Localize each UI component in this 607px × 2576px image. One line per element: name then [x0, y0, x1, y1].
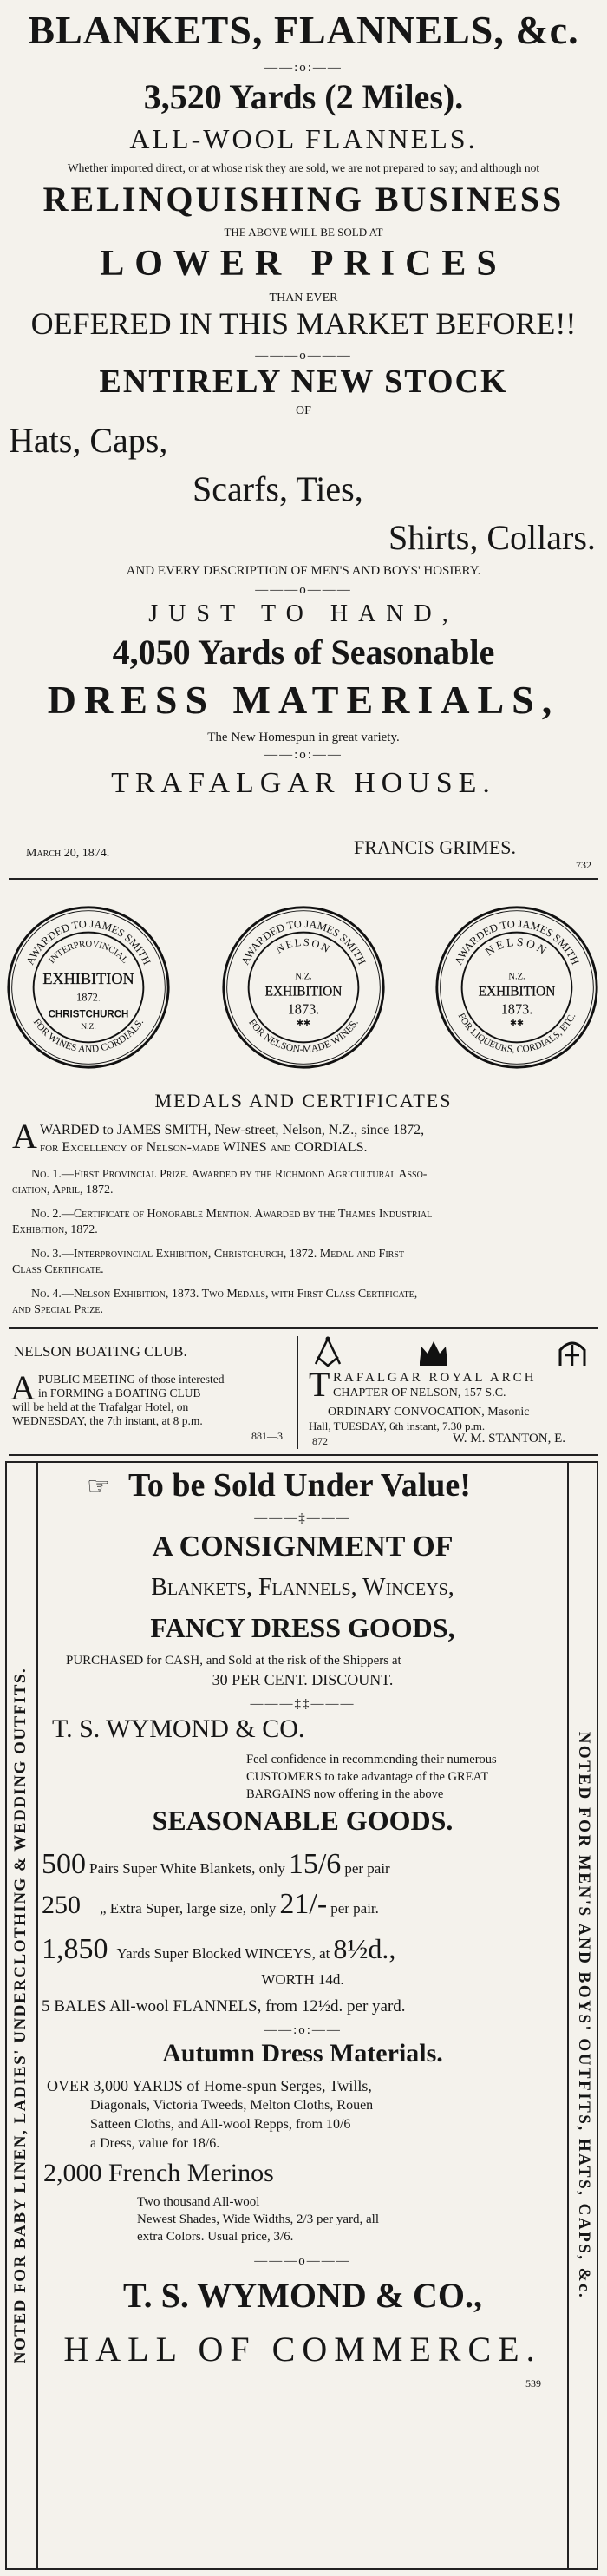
over-line-2: Diagonals, Victoria Tweeds, Melton Cloths, Rouen	[90, 2098, 374, 2113]
qty: 500	[42, 1848, 86, 1880]
svg-text:INTERPROVINCIAL	[47, 940, 129, 966]
award-no4-line-1: No. 4.—Nelson Exhibition, 1873. Two Medals, with First Class Certificate,	[31, 1288, 418, 1301]
awarded-line-1: WARDED to JAMES SMITH, New-street, Nelson, N.Z., since 1872,	[40, 1123, 425, 1137]
boating-line-4: WEDNESDAY, the 7th instant, at 8 p.m.	[12, 1414, 203, 1427]
separator: ———‡‡———	[250, 1697, 356, 1711]
discount-text: 30 PER CENT. DISCOUNT.	[212, 1671, 394, 1688]
boating-line-3: will be held at the Trafalgar Hotel, on	[12, 1400, 189, 1413]
pointing-hand-icon: ☞	[87, 1472, 110, 1501]
qty: 250	[42, 1891, 81, 1919]
arch-number: 872	[312, 1435, 328, 1447]
medal-bottom-text: FOR WINES AND CORDIALS.	[30, 1017, 147, 1055]
boating-line-2: in FORMING a BOATING CLUB	[38, 1386, 201, 1399]
entirely-new-stock: ENTIRELY NEW STOCK	[99, 364, 508, 400]
medal-bottom-text: FOR NELSON-MADE WINES.	[246, 1017, 361, 1056]
over-line-1: OVER 3,000 YARDS of Home-spun Serges, Twills,	[47, 2077, 372, 2094]
drop-cap: A	[12, 1117, 37, 1156]
separator: ———o———	[254, 2254, 351, 2268]
award-no4-line-2: and Special Prize.	[12, 1303, 103, 1316]
ad-number: 732	[576, 859, 591, 871]
medal-inner-text: NELSON	[482, 934, 552, 959]
over-line-3: Satteen Cloths, and All-wool Repps, from 10/6	[90, 2117, 351, 2132]
merinos-line-3: extra Colors. Usual price, 3/6.	[137, 2230, 294, 2244]
price: 8½d.,	[333, 1933, 396, 1964]
arch-name: W. M. STANTON, E.	[453, 1432, 566, 1445]
medal-city: CHRISTCHURCH	[48, 1009, 129, 1020]
homespun-text: The New Homespun in great variety.	[207, 731, 400, 744]
french-merinos: 2,000 French Merinos	[43, 2159, 274, 2187]
medals-heading: MEDALS AND CERTIFICATES	[154, 1090, 453, 1111]
relinquishing-heading: RELINQUISHING BUSINESS	[42, 180, 565, 219]
allwool-heading: ALL-WOOL FLANNELS.	[129, 123, 478, 154]
ad-number: 539	[525, 2377, 541, 2389]
awarded-line-2: for Excellency of Nelson-made WINES and CORDIALS.	[40, 1140, 368, 1155]
medal-year: 1873.	[500, 1000, 533, 1018]
svg-text:✱✱: ✱✱	[296, 1019, 311, 1029]
medal-christchurch	[5, 904, 172, 1071]
boating-number: 881—3	[251, 1430, 283, 1442]
medal-nz: N.Z.	[295, 972, 312, 982]
medal-inner-text: NELSON	[273, 935, 334, 956]
consignment-heading: A CONSIGNMENT OF	[152, 1531, 454, 1563]
separator: ——:o:——	[264, 61, 343, 75]
signature-name: FRANCIS GRIMES.	[354, 836, 517, 858]
feel-line-3: BARGAINS now offering in the above	[246, 1787, 444, 1801]
left-side-banner	[5, 1461, 36, 2570]
medal-liqueurs	[434, 904, 600, 1071]
medal-exhibition: EXHIBITION	[42, 970, 134, 988]
worth-text: WORTH 14d.	[261, 1971, 344, 1988]
unit: per pair.	[330, 1900, 379, 1917]
svg-text:NELSON	[274, 936, 333, 956]
left-side-text: NOTED FOR BABY LINEN, LADIES' UNDERCLOTHING & WEDDING OUTFITS.	[11, 1667, 29, 2364]
arch-line-3: ORDINARY CONVOCATION, Masonic	[328, 1406, 530, 1419]
medal-nz: N.Z.	[508, 972, 525, 982]
qty: 1,850	[42, 1933, 108, 1965]
masonic-square-compass-icon	[312, 1336, 343, 1367]
blankets-line: Blankets, Flannels, Winceys,	[151, 1574, 454, 1601]
than-ever-text: THAN EVER	[269, 292, 338, 305]
award-no2-line-1: No. 2.—Certificate of Honorable Mention. Awarded by the Thames Industrial	[31, 1208, 433, 1221]
drop-cap: A	[10, 1368, 36, 1407]
medal-top-text: AWARDED TO JAMES SMITH	[23, 917, 153, 967]
arch-line-1: RAFALGAR ROYAL ARCH	[333, 1371, 537, 1385]
arch-line-2: CHAPTER OF NELSON, 157 S.C.	[333, 1386, 506, 1399]
medal-top-text: AWARDED TO JAMES SMITH	[238, 917, 369, 967]
bales-line: 5 BALES All-wool FLANNELS, from 12½d. per yard.	[42, 1997, 406, 2016]
just-to-hand: JUST TO HAND,	[148, 600, 459, 627]
blankets-250-row	[42, 1888, 607, 1921]
winceys-row	[42, 1933, 607, 1966]
separator: ——:o:——	[264, 2023, 342, 2037]
award-no2-line-2: Exhibition, 1872.	[12, 1223, 98, 1236]
shirts-collars: Shirts, Collars.	[388, 518, 596, 557]
arch-line-4: Hall, TUESDAY, 6th instant, 7.30 p.m.	[309, 1419, 486, 1432]
over-line-4: a Dress, value for 18/6.	[90, 2136, 220, 2151]
yards-seasonable: 4,050 Yards of Seasonable	[112, 633, 495, 672]
column-divider	[297, 1336, 298, 1449]
medal-nelson-wines	[220, 904, 387, 1071]
award-no1-line-1: No. 1.—First Provincial Prize. Awarded by the Richmond Agricultural Asso-	[31, 1168, 428, 1181]
of-text: OF	[296, 404, 311, 417]
separator: ———‡———	[254, 1511, 351, 1525]
merinos-line-2: Newest Shades, Wide Widths, 2/3 per yard, all	[137, 2212, 380, 2226]
hall-of-commerce: HALL OF COMMERCE.	[63, 2330, 542, 2369]
medal-exhibition: EXHIBITION	[264, 984, 343, 1000]
separator: ———o———	[255, 349, 352, 363]
column-rule	[9, 878, 598, 880]
item-desc: „ Extra Super, large size, only	[100, 1900, 277, 1917]
unit: per pair	[344, 1860, 390, 1877]
medal-exhibition: EXHIBITION	[478, 984, 556, 1000]
whether-text: Whether imported direct, or at whose risk they are sold, we are not prepared to say; and although not	[67, 161, 540, 174]
firm-name: T. S. WYMOND & CO.	[52, 1714, 305, 1743]
column-rule	[9, 1327, 598, 1329]
blankets-500-row	[42, 1848, 607, 1881]
medal-year: 1872.	[75, 991, 101, 1004]
medal-nz: N.Z.	[81, 1022, 96, 1032]
item-desc: Yards Super Blocked WINCEYS, at	[116, 1945, 330, 1962]
dress-materials: DRESS MATERIALS,	[47, 678, 560, 722]
yards-heading: 3,520 Yards (2 Miles).	[143, 77, 464, 116]
royal-arch-emblem-icon	[555, 1336, 590, 1367]
firm-name-footer: T. S. WYMOND & CO.,	[122, 2276, 483, 2315]
scarfs-ties: Scarfs, Ties,	[193, 469, 363, 508]
price: 15/6	[288, 1848, 342, 1880]
ad-title: BLANKETS, FLANNELS, &c.	[28, 8, 579, 52]
award-no1-line-2: ciation, April, 1872.	[12, 1183, 114, 1196]
lower-prices-heading: LOWER PRICES	[100, 244, 507, 284]
hats-caps: Hats, Caps,	[9, 421, 168, 460]
svg-text:✱✱: ✱✱	[509, 1019, 525, 1029]
every-description: AND EVERY DESCRIPTION OF MEN'S AND BOYS' HOSIERY.	[126, 564, 481, 578]
award-no3-line-1: No. 3.—Interprovincial Exhibition, Christchurch, 1872. Medal and First	[31, 1248, 404, 1261]
trafalgar-house: TRAFALGAR HOUSE.	[111, 767, 496, 799]
medal-top-text: AWARDED TO JAMES SMITH	[452, 917, 582, 967]
medal-year: 1873.	[287, 1000, 320, 1018]
right-side-text: NOTED FOR MEN'S AND BOYS' OUTFITS, HATS, CAPS, &c.	[575, 1731, 593, 2300]
ad-date: March 20, 1874.	[26, 847, 110, 860]
award-no3-line-2: Class Certificate.	[12, 1263, 104, 1276]
under-value-heading: To be Sold Under Value!	[128, 1467, 471, 1504]
above-text: THE ABOVE WILL BE SOLD AT	[224, 226, 383, 239]
seasonable-goods: SEASONABLE GOODS.	[152, 1805, 454, 1836]
boating-title: NELSON BOATING CLUB.	[14, 1343, 187, 1360]
feel-line-2: CUSTOMERS to take advantage of the GREAT	[246, 1770, 489, 1784]
boating-line-1: PUBLIC MEETING of those interested	[38, 1373, 225, 1386]
price: 21/-	[279, 1888, 328, 1920]
item-desc: Pairs Super White Blankets, only	[89, 1860, 285, 1877]
separator: ——:o:——	[264, 748, 343, 762]
autumn-heading: Autumn Dress Materials.	[162, 2039, 443, 2068]
medal-bottom-text: FOR LIQUEURS, CORDIALS, ETC.	[455, 1011, 578, 1055]
crown-icon	[416, 1336, 451, 1367]
drop-cap: T	[309, 1365, 330, 1404]
fancy-dress-goods: FANCY DRESS GOODS,	[150, 1612, 455, 1643]
column-rule	[9, 1454, 598, 1456]
feel-line-1: Feel confidence in recommending their numerous	[246, 1753, 497, 1766]
purchased-text: PURCHASED for CASH, and Sold at the risk of the Shippers at	[66, 1654, 401, 1668]
medal-inner-text: INTERPROVINCIAL	[47, 939, 130, 966]
offered-heading: OEFERED IN THIS MARKET BEFORE!!	[30, 306, 577, 341]
merinos-line-1: Two thousand All-wool	[137, 2195, 260, 2209]
separator: ———o———	[255, 583, 352, 597]
